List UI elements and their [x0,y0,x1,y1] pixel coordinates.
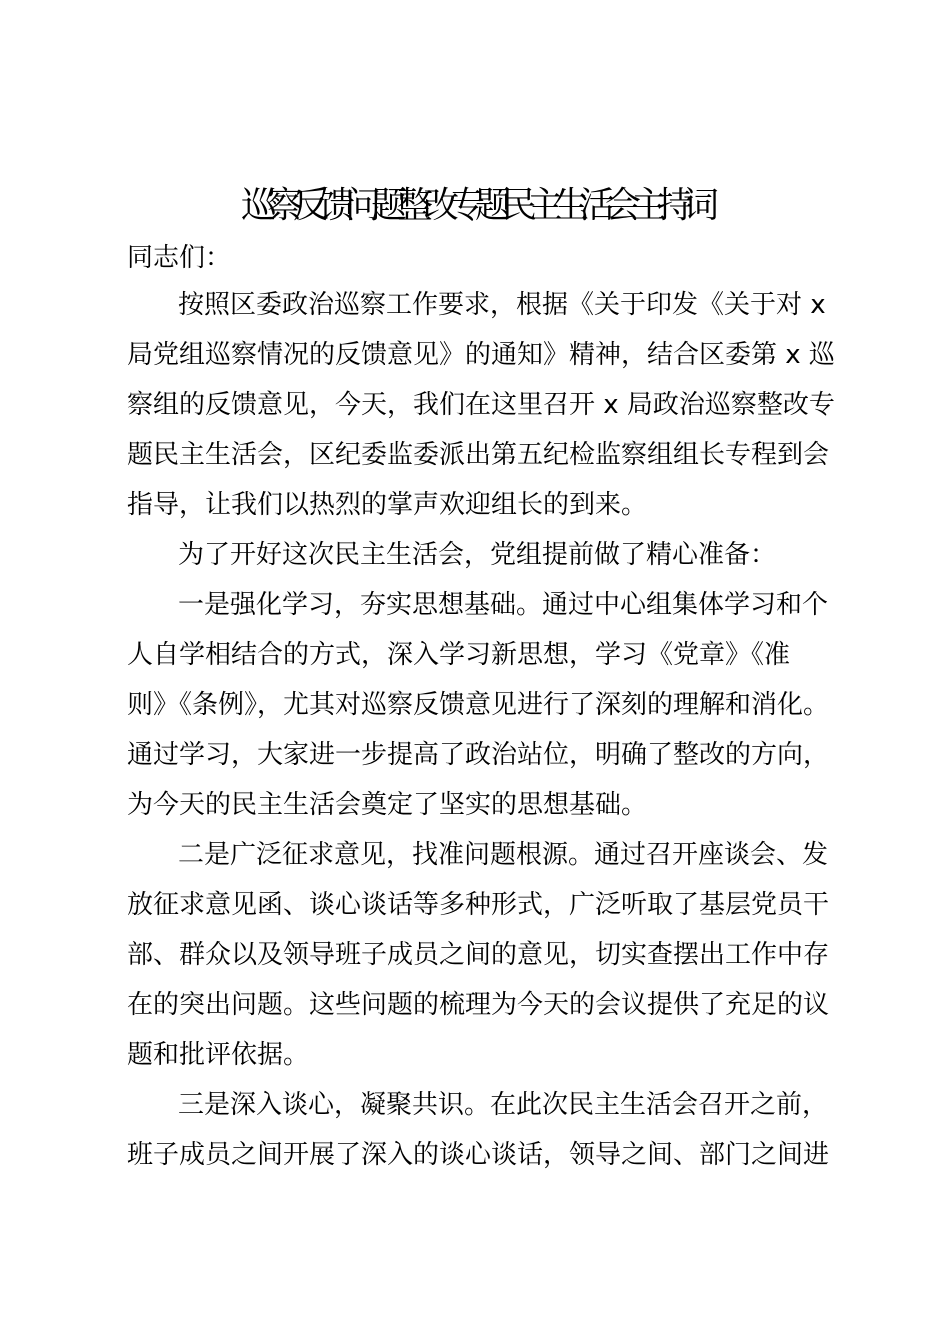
paragraph-line: 为今天的民主生活会奠定了坚实的思想基础。 [127,790,648,820]
paragraph-line: 指导，让我们以热烈的掌声欢迎组长的到来。 [127,490,648,520]
paragraph-line: 人自学相结合的方式，深入学习新思想，学习《党章》《准 [127,640,791,670]
paragraph-line: 一是强化学习，夯实思想基础。通过中心组集体学习和个 [178,590,829,620]
paragraph-line: 在的突出问题。这些问题的梳理为今天的会议提供了充足的议 [127,990,830,1020]
paragraph-line: 三是深入谈心，凝聚共识。在此次民主生活会召开之前， [178,1090,829,1120]
paragraph-line: 察组的反馈意见，今天，我们在这里召开 x 局政治巡察整改专 [127,390,835,420]
paragraph-line: 班子成员之间开展了深入的谈心谈话，领导之间、部门之间进 [127,1140,830,1170]
paragraph-line: 局党组巡察情况的反馈意见》的通知》精神，结合区委第 x 巡 [127,340,835,370]
paragraph-line: 部、群众以及领导班子成员之间的意见，切实查摆出工作中存 [127,940,830,970]
paragraph-line: 按照区委政治巡察工作要求，根据《关于印发《关于对 x [178,290,826,320]
paragraph-line: 题民主生活会，区纪委监委派出第五纪检监察组组长专程到会 [127,440,830,470]
paragraph-line: 为了开好这次民主生活会，党组提前做了精心准备： [178,540,777,570]
paragraph-line: 则》《条例》，尤其对巡察反馈意见进行了深刻的理解和消化。 [127,690,830,720]
document-title: 巡察反馈问题整改专题民主生活会主持词 [240,185,709,226]
paragraph-line: 二是广泛征求意见，找准问题根源。通过召开座谈会、发 [178,840,829,870]
paragraph-line: 题和批评依据。 [127,1040,310,1070]
greeting: 同志们： [127,243,232,273]
paragraph-line: 放征求意见函、谈心谈话等多种形式，广泛听取了基层党员干 [127,890,830,920]
paragraph-line: 通过学习，大家进一步提高了政治站位，明确了整改的方向， [127,740,830,770]
